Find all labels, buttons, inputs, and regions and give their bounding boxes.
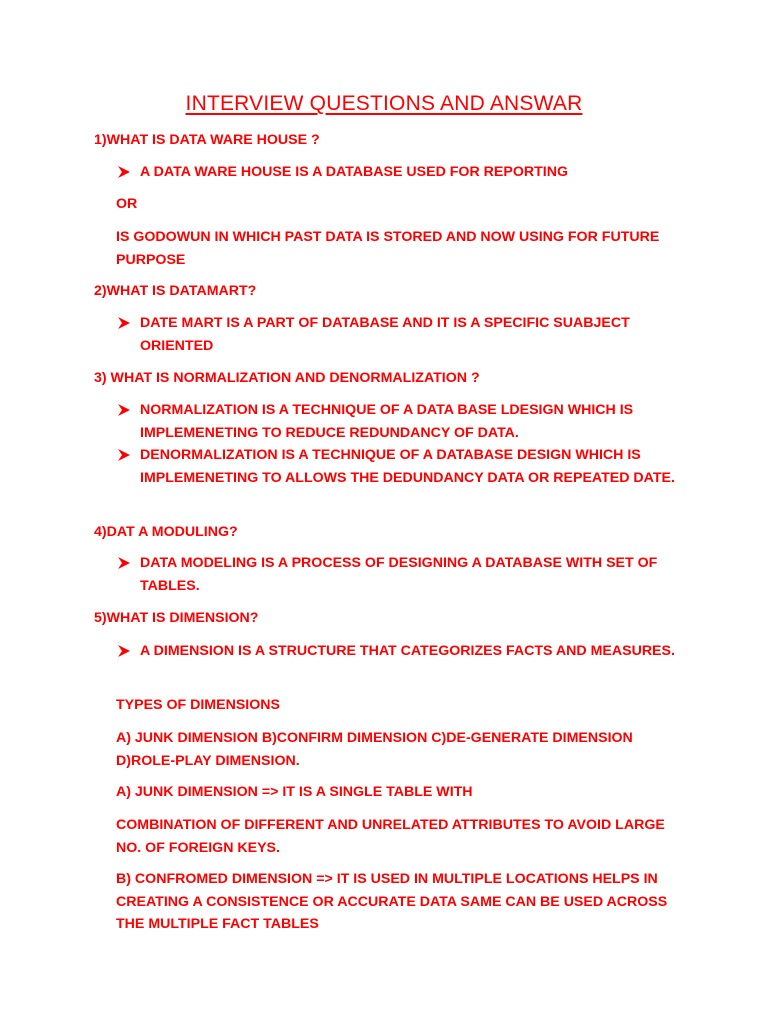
answer-2-bullet: DATE MART IS A PART OF DATABASE AND IT IS A SPECIFIC SUABJECT ORIENTED xyxy=(140,315,630,354)
arrow-bullet-icon xyxy=(116,312,136,334)
answer-3-bullet-1: NORMALIZATION IS A TECHNIQUE OF A DATA BASE LDESIGN WHICH IS IMPLEMENETING TO REDUCE REDUNDANCY OF DATA. xyxy=(140,402,634,441)
arrow-bullet-icon xyxy=(116,552,136,574)
bullet-item xyxy=(116,640,676,663)
answer-1-bullet: A DATA WARE HOUSE IS A DATABASE USED FOR REPORTING xyxy=(140,164,568,180)
answer-3-bullet-2: DENORMALIZATION IS A TECHNIQUE OF A DATABASE DESIGN WHICH IS IMPLEMENETING TO ALLOWS THE DEDUNDANCY DATA OR REPEATED DATE. xyxy=(140,447,675,486)
bullet-item xyxy=(116,399,676,444)
question-2: 2)WHAT IS DATAMART? xyxy=(94,283,257,299)
types-heading: TYPES OF DIMENSIONS xyxy=(116,697,280,713)
question-4: 4)DAT A MODULING? xyxy=(94,524,238,540)
document-title: INTERVIEW QUESTIONS AND ANSWAR xyxy=(185,92,583,115)
question-3: 3) WHAT IS NORMALIZATION AND DENORMALIZATION ? xyxy=(94,370,480,386)
types-list: A) JUNK DIMENSION B)CONFIRM DIMENSION C)DE-GENERATE DIMENSION D)ROLE-PLAY DIMENSION. xyxy=(116,730,633,769)
answer-5-bullet: A DIMENSION IS A STRUCTURE THAT CATEGORIZES FACTS AND MEASURES. xyxy=(140,643,675,659)
arrow-bullet-icon xyxy=(116,399,136,421)
arrow-bullet-icon xyxy=(116,444,136,466)
answer-1-alt: IS GODOWUN IN WHICH PAST DATA IS STORED AND NOW USING FOR FUTURE PURPOSE xyxy=(116,229,660,268)
conformed-dimension: B) CONFROMED DIMENSION => IT IS USED IN MULTIPLE LOCATIONS HELPS IN CREATING A CONSISTENCE OR ACCURATE DATA SAME CAN BE USED ACROSS THE MULTIPLE FACT TABLES xyxy=(116,871,668,932)
arrow-bullet-icon xyxy=(116,161,136,183)
bullet-item xyxy=(116,444,676,489)
arrow-bullet-icon xyxy=(116,640,136,662)
question-1: 1)WHAT IS DATA WARE HOUSE ? xyxy=(94,132,320,148)
bullet-item xyxy=(116,312,676,357)
answer-4-bullet: DATA MODELING IS A PROCESS OF DESIGNING A DATABASE WITH SET OF TABLES. xyxy=(140,555,658,594)
junk-dimension-line-2: COMBINATION OF DIFFERENT AND UNRELATED ATTRIBUTES TO AVOID LARGE NO. OF FOREIGN KEYS. xyxy=(116,817,665,856)
bullet-item xyxy=(116,552,676,597)
question-5: 5)WHAT IS DIMENSION? xyxy=(94,610,259,626)
junk-dimension-line-1: A) JUNK DIMENSION => IT IS A SINGLE TABLE WITH xyxy=(116,784,473,800)
or-text: OR xyxy=(116,196,138,212)
bullet-item xyxy=(116,161,676,184)
